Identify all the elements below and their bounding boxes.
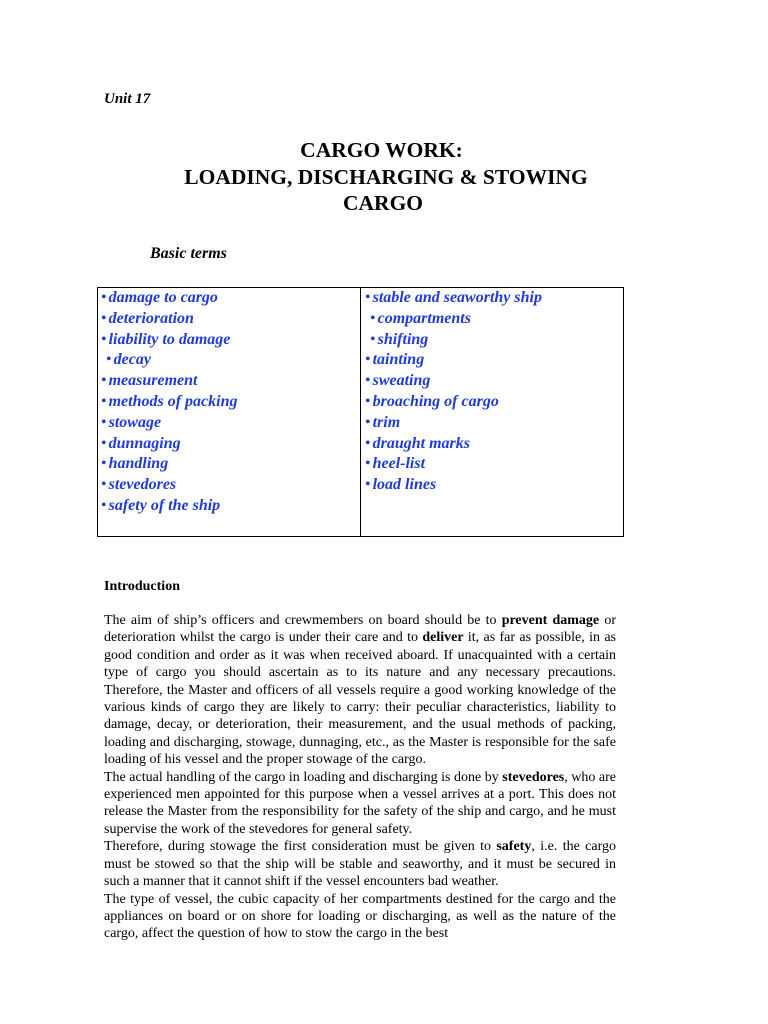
unit-label: Unit 17 (104, 91, 151, 107)
paragraph-text: The actual handling of the cargo in loading and discharging is done by (104, 769, 503, 785)
terms-column-left (98, 288, 361, 536)
term-item (101, 371, 360, 392)
term-item (365, 392, 623, 413)
bullet-icon: • (365, 372, 371, 390)
term-label: dunnaging (108, 434, 181, 452)
term-item (365, 454, 623, 475)
term-item (101, 350, 360, 371)
title-line-3: CARGO (342, 191, 424, 215)
paragraph-emphasis: prevent damage (501, 613, 600, 628)
paragraph-emphasis: deliver (422, 630, 464, 646)
basic-terms-heading: Basic terms (150, 245, 227, 262)
term-item (365, 350, 623, 371)
term-label: stable and seaworthy ship (372, 289, 542, 306)
term-item (101, 288, 360, 309)
paragraph-text: , i.e. the cargo must be stowed so that the ship will be stable and seaworthy, and it must be secured in such a manner that it cannot shift if the vessel encounters bad weather. (104, 839, 617, 890)
title-line-2: LOADING, DISCHARGING & STOWING (184, 164, 588, 189)
bullet-icon: • (370, 309, 376, 327)
paragraph (104, 838, 616, 890)
term-item (101, 434, 360, 455)
bullet-icon: • (365, 434, 371, 452)
term-item (101, 392, 360, 413)
bullet-icon: • (365, 392, 371, 410)
bullet-icon: • (101, 413, 107, 431)
bullet-icon: • (101, 455, 107, 473)
introduction-heading: Introduction (104, 579, 180, 594)
bullet-icon: • (365, 455, 371, 473)
term-label: safety of the ship (108, 496, 221, 514)
bullet-icon: • (101, 476, 107, 494)
bullet-icon: • (101, 496, 107, 514)
term-label: compartments (377, 309, 471, 327)
paragraph-text: it, as far as possible, in as good condition and order as it was when received aboard. If unacquainted with a certain type of cargo you should ascertain as to its nature and any necessary precautions. Therefore, the Master and officers of all vessels require a good working knowledge of the various kinds of cargo they are likely to carry: their peculiar characteristics, liability to damage, decay, or deterioration, their measurement, and the usual methods of packing, loading and discharging, stowage, dunnaging, etc., as the Master is responsible for the safe loading of his vessel and the proper stowage of the cargo. (104, 630, 617, 768)
term-label: shifting (377, 330, 429, 348)
term-label: deterioration (108, 309, 194, 327)
term-label: heel-list (372, 455, 426, 473)
bullet-icon: • (365, 289, 371, 306)
term-label: decay (113, 351, 151, 369)
terms-column-right (361, 288, 623, 536)
bullet-icon: • (101, 434, 107, 452)
term-label: stevedores (108, 476, 177, 494)
term-item (101, 330, 360, 351)
bullet-icon: • (365, 413, 371, 431)
term-item (365, 371, 623, 392)
paragraph-emphasis: safety (496, 839, 532, 855)
term-item (365, 413, 623, 434)
term-label: tainting (372, 351, 425, 369)
paragraph-text: The type of vessel, the cubic capacity of her compartments destined for the cargo and the appliances on board or on shore for loading or discharging, as well as the nature of the cargo, affect the question of how to stow the cargo in the best (104, 891, 616, 942)
paragraph-emphasis: stevedores (502, 769, 565, 785)
term-item (101, 496, 360, 517)
bullet-icon: • (106, 351, 112, 369)
title-line-1: CARGO WORK: (300, 138, 463, 162)
bullet-icon: • (101, 392, 107, 410)
paragraph-text: or deterioration whilst the cargo is under their care and to (104, 613, 616, 646)
bullet-icon: • (365, 351, 371, 369)
term-label: damage to cargo (108, 289, 218, 306)
bullet-icon: • (101, 372, 107, 390)
paragraph-text: The aim of ship’s officers and crewmembers on board should be to (104, 613, 502, 628)
term-item (101, 413, 360, 434)
term-item (101, 309, 360, 330)
paragraph (104, 612, 616, 769)
bullet-icon: • (101, 289, 107, 306)
bullet-icon: • (370, 330, 376, 348)
term-item (101, 454, 360, 475)
term-label: measurement (108, 372, 198, 390)
term-label: broaching of cargo (372, 392, 499, 410)
basic-terms-table (97, 287, 624, 537)
term-label: liability to damage (108, 330, 231, 348)
paragraph-text: , who are experienced men appointed for this purpose when a vessel arrives at a port. This does not release the Master from the responsibility for the safety of the ship and cargo, and he must supervise the work of the stevedores for general safety. (104, 769, 616, 837)
term-label: load lines (372, 476, 437, 494)
term-item (365, 309, 623, 330)
term-item (365, 330, 623, 351)
bullet-icon: • (101, 309, 107, 327)
introduction-body (104, 612, 616, 943)
term-item (365, 288, 623, 309)
term-label: handling (108, 455, 169, 473)
bullet-icon: • (101, 330, 107, 348)
term-item (101, 475, 360, 496)
paragraph (104, 891, 616, 943)
term-item (365, 475, 623, 496)
paragraph (104, 769, 616, 839)
term-label: trim (372, 413, 401, 431)
page-title (0, 137, 768, 217)
bullet-icon: • (365, 476, 371, 494)
term-label: sweating (372, 372, 431, 390)
term-label: methods of packing (108, 392, 238, 410)
term-item (365, 434, 623, 455)
term-label: draught marks (372, 434, 470, 452)
paragraph-text: Therefore, during stowage the first consideration must be given to (104, 839, 497, 855)
term-label: stowage (108, 413, 162, 431)
